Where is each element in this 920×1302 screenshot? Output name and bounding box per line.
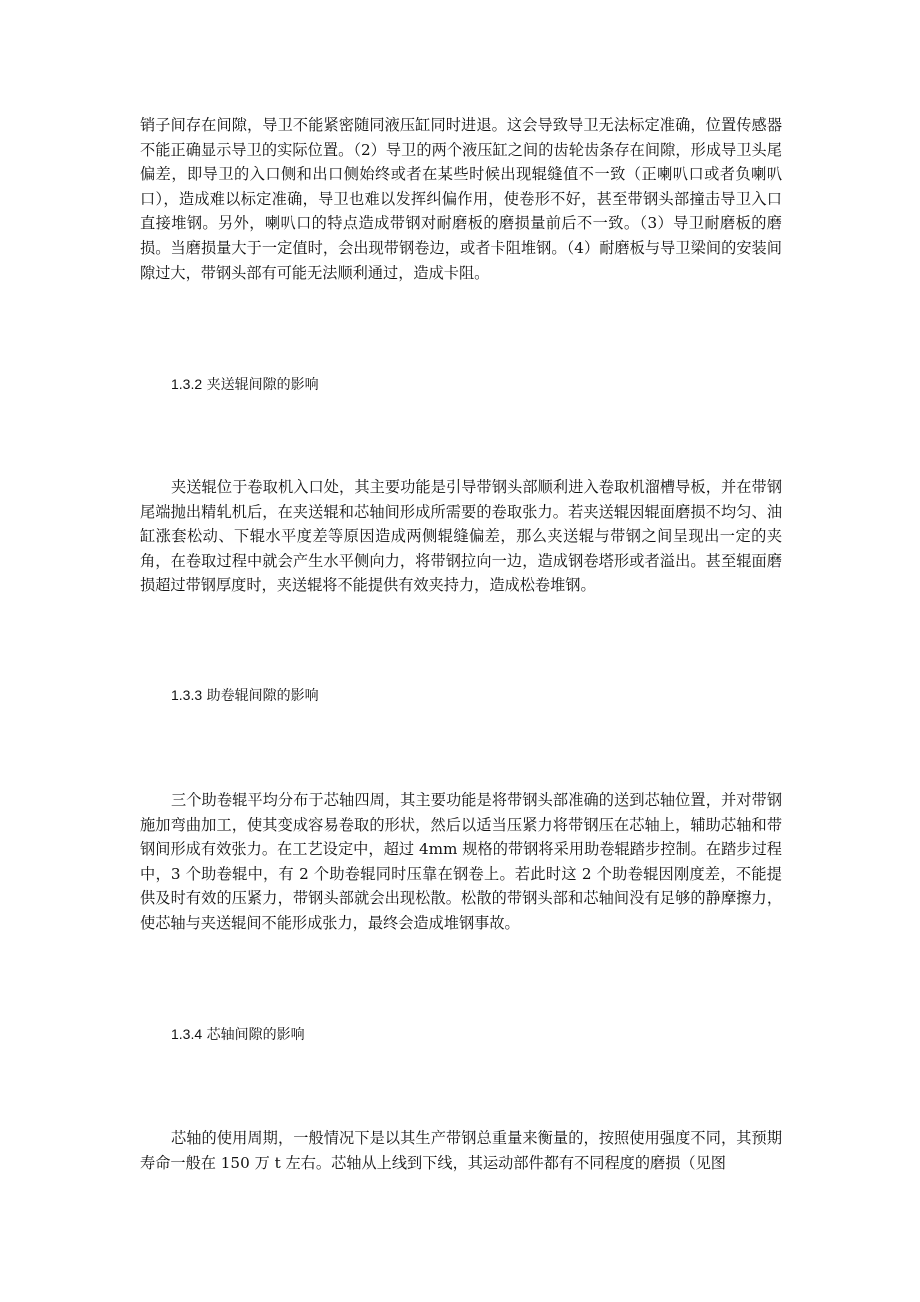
section-heading-1-3-4 xyxy=(171,1024,305,1045)
section-heading-1-3-3 xyxy=(171,685,319,706)
section-title: 助卷辊间隙的影响 xyxy=(206,688,319,704)
section-heading-1-3-2 xyxy=(171,374,319,395)
section-number: 1.3.3 xyxy=(171,687,203,703)
paragraph-guide-wear: 销子间存在间隙，导卫不能紧密随同液压缸同时进退。这会导致导卫无法标定准确，位置传感器不能正确显示导卫的实际位置。（2）导卫的两个液压缸之间的齿轮齿条存在间隙，形成导卫头尾偏差，即导卫的入口侧和出口侧始终或者在某些时候出现辊缝值不一致（正喇叭口或者负喇叭口），造成难以标定准确，导卫也难以发挥纠偏作用，使卷形不好，甚至带钢头部撞击导卫入口直接堆钢。另外，喇叭口的特点造成带钢对耐磨板的磨损量前后不一致。（3）导卫耐磨板的磨损。当磨损量大于一定值时，会出现带钢卷边，或者卡阻堆钢。（4）耐磨板与导卫梁间的安装间隙过大，带钢头部有可能无法顺利通过，造成卡阻。 xyxy=(140,116,782,282)
paragraph-mandrel: 芯轴的使用周期，一般情况下是以其生产带钢总重量来衡量的，按照使用强度不同，其预期寿命一般在 150 万 t 左右。芯轴从上线到下线，其运动部件都有不同程度的磨损（见图 xyxy=(140,1129,782,1172)
paragraph-pinch-roll: 夹送辊位于卷取机入口处，其主要功能是引导带钢头部顺利进入卷取机溜槽导板，并在带钢尾端抛出精轧机后，在夹送辊和芯轴间形成所需要的卷取张力。若夹送辊因辊面磨损不均匀、油缸涨套松动、下辊水平度差等原因造成两侧辊缝偏差，那么夹送辊与带钢之间呈现出一定的夹角，在卷取过程中就会产生水平侧向力，将带钢拉向一边，造成钢卷塔形或者溢出。甚至辊面磨损超过带钢厚度时，夹送辊将不能提供有效夹持力，造成松卷堆钢。 xyxy=(140,478,782,595)
paragraph-wrapper-roll: 三个助卷辊平均分布于芯轴四周，其主要功能是将带钢头部准确的送到芯轴位置，并对带钢施加弯曲加工，使其变成容易卷取的形状，然后以适当压紧力将带钢压在芯轴上，辅助芯轴和带钢间形成有效张力。在工艺设定中，超过 4mm 规格的带钢将采用助卷辊踏步控制。在踏步过程中，3 个助卷辊中，有 2 个助卷辊同时压靠在钢卷上。若此时这 2 个助卷辊因刚度差，不能提供及时有效的压紧力，带钢头部就会出现松散。松散的带钢头部和芯轴间没有足够的静摩擦力，使芯轴与夹送辊间不能形成张力，最终会造成堆钢事故。 xyxy=(140,791,782,932)
section-number: 1.3.4 xyxy=(171,1026,203,1042)
section-title: 芯轴间隙的影响 xyxy=(206,1027,305,1043)
section-number: 1.3.2 xyxy=(171,376,203,392)
section-title: 夹送辊间隙的影响 xyxy=(206,377,319,393)
